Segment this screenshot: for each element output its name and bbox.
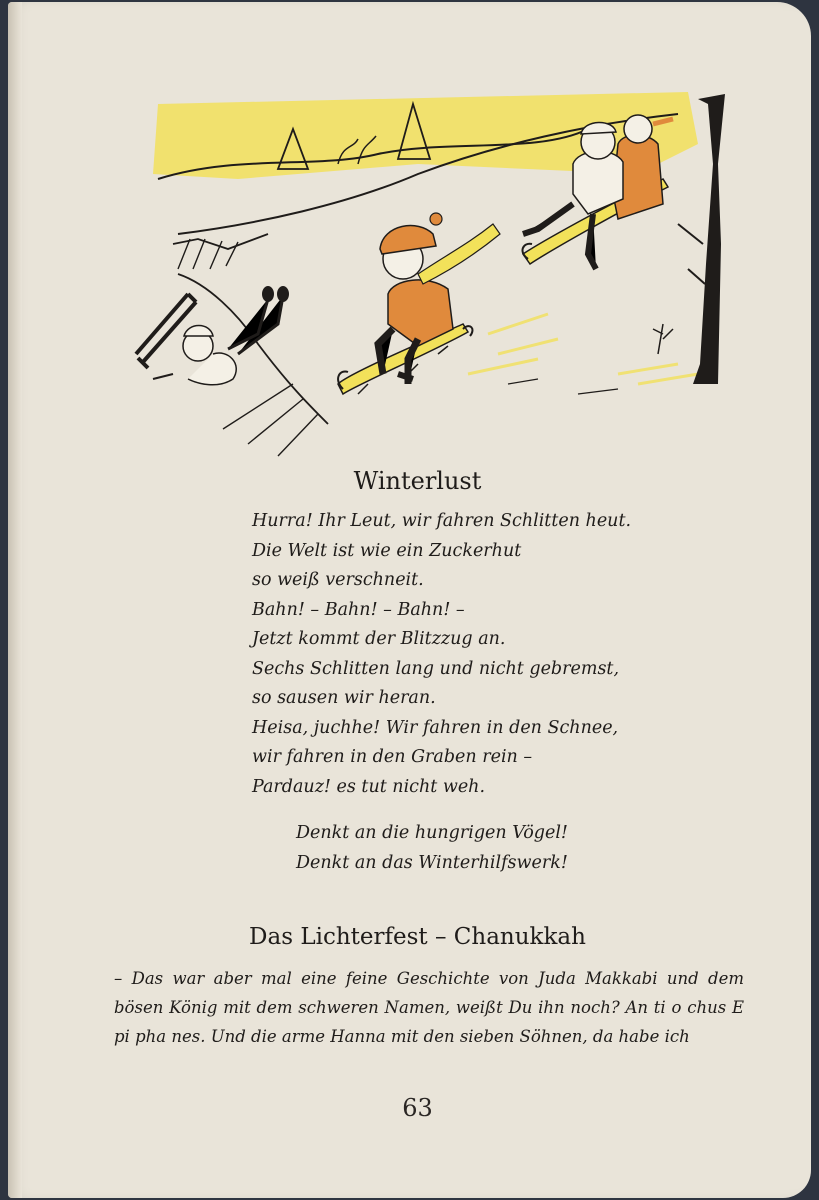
page-number: 63 (402, 1094, 433, 1122)
poem-line: so sausen wir heran. (252, 688, 436, 708)
poem-line: Heisa, juchhe! Wir fahren in den Schnee, (252, 717, 619, 738)
section-title: Das Lichterfest – Chanukkah (249, 924, 586, 950)
appeal-line: Denkt an das Winterhilfswerk! (296, 853, 568, 873)
appeal-line: Denkt an die hungrigen Vögel! (296, 823, 568, 843)
poem-title: Winterlust (353, 467, 482, 495)
poem-line: wir fahren in den Graben rein – (252, 747, 533, 767)
book-page (8, 2, 811, 1198)
poem-line: Sechs Schlitten lang und nicht gebremst, (252, 658, 620, 679)
poem-line: Jetzt kommt der Blitzzug an. (252, 629, 506, 649)
poem-line: Bahn! – Bahn! – Bahn! – (252, 599, 465, 620)
poem-appeal (296, 818, 568, 878)
page-spine-shadow (8, 2, 22, 1198)
poem-line: Hurra! Ihr Leut, wir fahren Schlitten heut. (252, 511, 632, 531)
poem-line: Pardauz! es tut nicht weh. (252, 776, 486, 797)
poem-line: Die Welt ist wie ein Zuckerhut (252, 540, 522, 561)
poem-line: so weiß verschneit. (252, 570, 424, 590)
sledding-illustration (118, 84, 738, 464)
section-text: – Das war aber mal eine feine Geschichte von Juda Makkabi und dem bösen König mit dem schweren Namen, weißt Du ihn noch? An ti o chus E pi pha nes. Und die arme Hanna mit den sieben Söhnen, da habe ich (114, 969, 744, 1046)
poem-body (252, 507, 631, 802)
